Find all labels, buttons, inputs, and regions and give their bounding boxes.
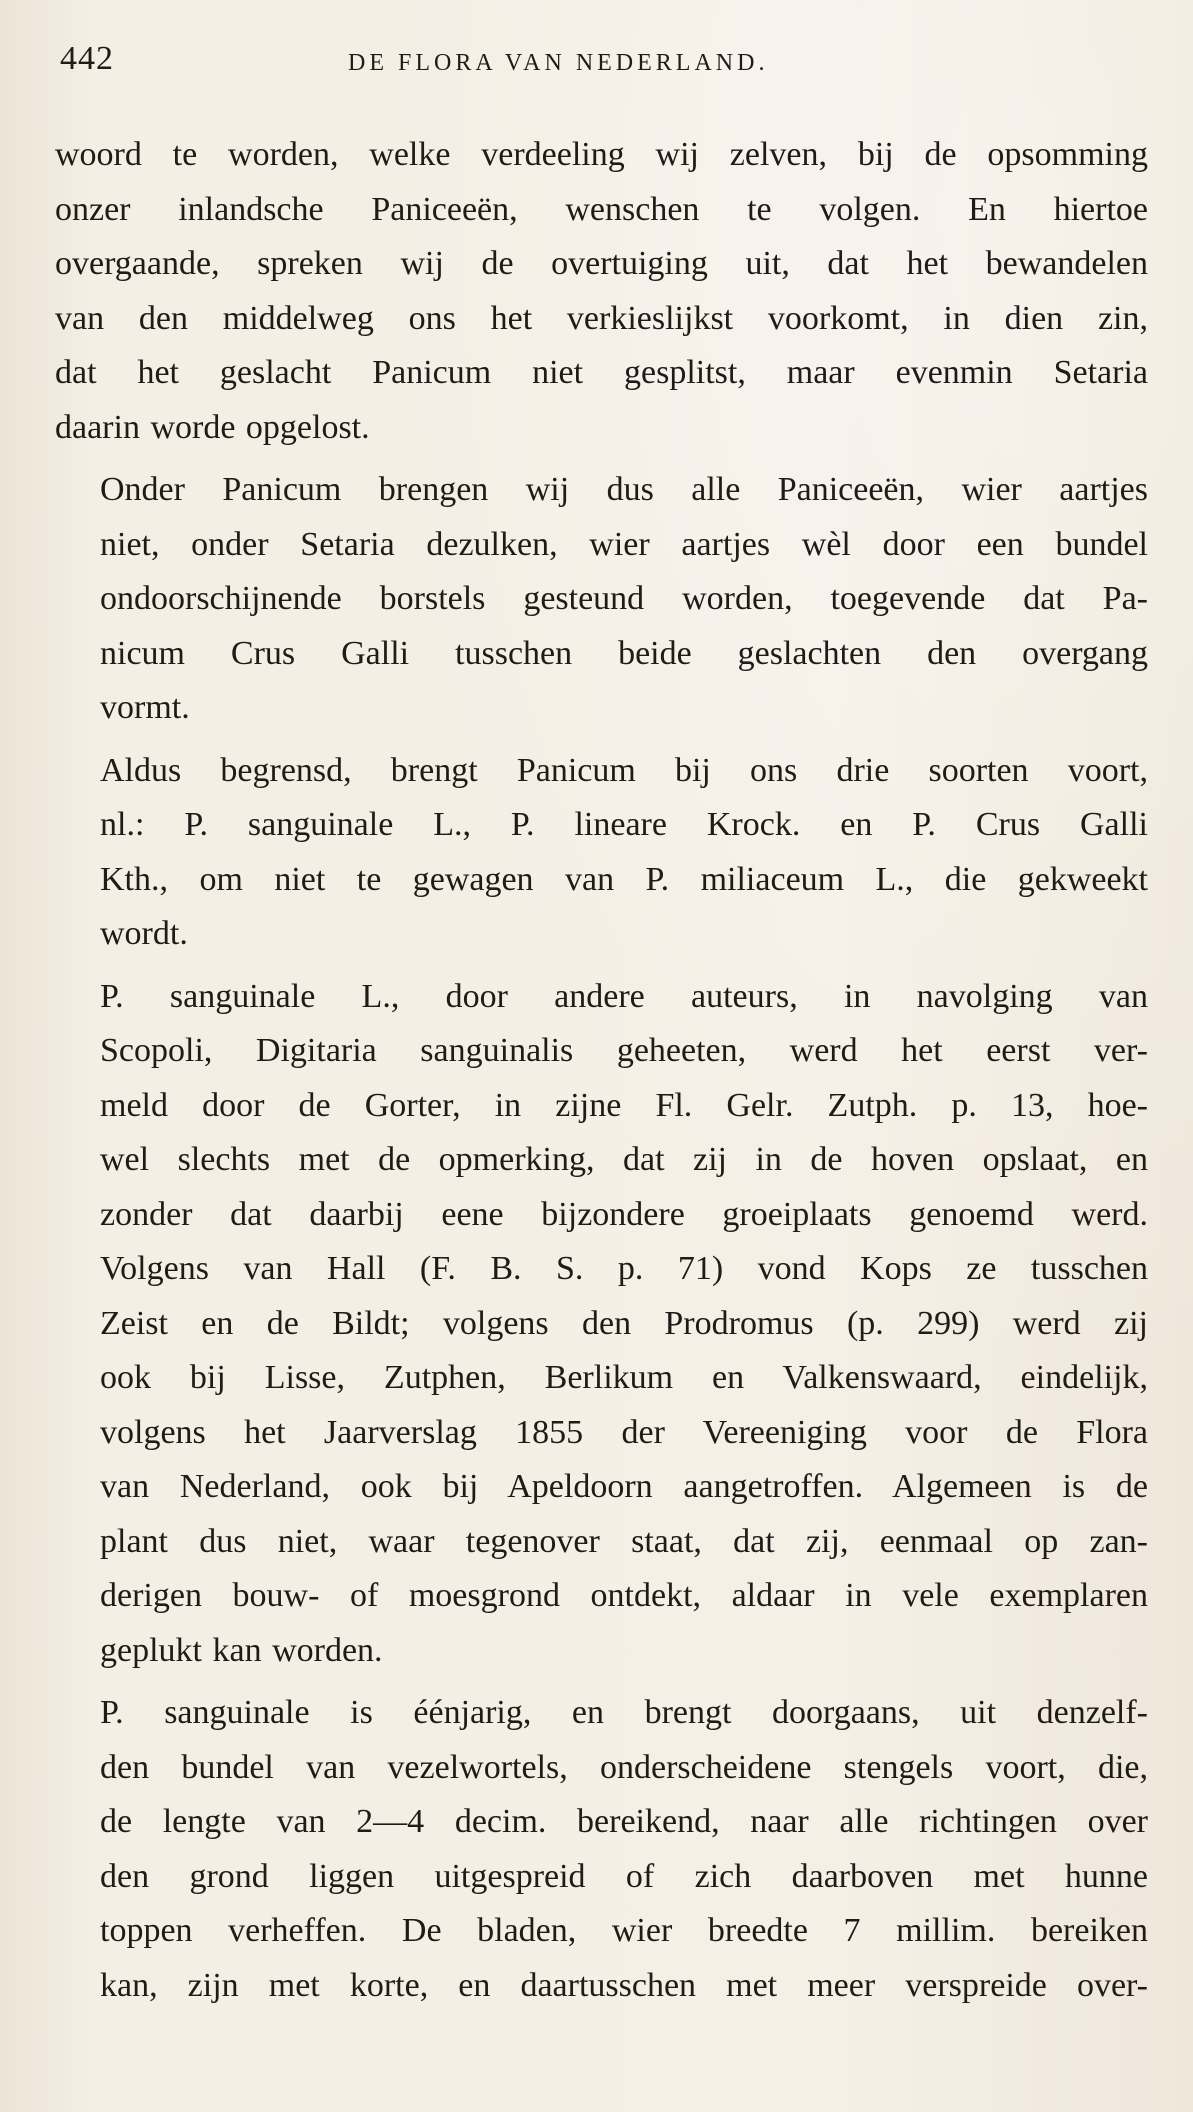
text-line: van den middelweg ons het verkieslijkst voorkomt, in dien zin, bbox=[55, 299, 1148, 337]
text-line: Volgens van Hall (F. B. S. p. 71) vond Kops ze tusschen bbox=[100, 1250, 1148, 1287]
text-line: onzer inlandsche Paniceeën, wenschen te volgen. En hiertoe bbox=[55, 190, 1148, 228]
text-line: Aldus begrensd, brengt Panicum bij ons drie soorten voort, bbox=[100, 751, 1148, 789]
text-line: kan, zijn met korte, en daartusschen met meer verspreide over- bbox=[100, 1966, 1148, 2004]
text-line: meld door de Gorter, in zijne Fl. Gelr. Zutph. p. 13, hoe- bbox=[100, 1086, 1148, 1124]
text-line: daarin worde opgelost. bbox=[55, 408, 370, 446]
text-line: Scopoli, Digitaria sanguinalis geheeten, werd het eerst ver- bbox=[100, 1032, 1148, 1069]
text-line: Kth., om niet te gewagen van P. miliaceum L., die gekweekt bbox=[100, 860, 1148, 898]
text-line: plant dus niet, waar tegenover staat, dat zij, eenmaal op zan- bbox=[100, 1522, 1148, 1560]
text-line: wel slechts met de opmerking, dat zij in de hoven opslaat, en bbox=[100, 1141, 1148, 1178]
text-line: wordt. bbox=[100, 915, 188, 952]
body-text bbox=[55, 128, 1148, 2021]
text-line: volgens het Jaarverslag 1855 der Vereeniging voor de Flora bbox=[100, 1413, 1148, 1451]
paragraph-5 bbox=[55, 1686, 1148, 2013]
text-line: Onder Panicum brengen wij dus alle Paniceeën, wier aartjes bbox=[100, 471, 1148, 508]
text-line: Zeist en de Bildt; volgens den Prodromus (p. 299) werd zij bbox=[100, 1304, 1148, 1342]
paragraph-1 bbox=[55, 128, 1148, 455]
text-line: toppen verheffen. De bladen, wier breedte 7 millim. bereiken bbox=[100, 1912, 1148, 1949]
text-line: dat het geslacht Panicum niet gesplitst, maar evenmin Setaria bbox=[55, 354, 1148, 391]
text-line: P. sanguinale is éénjarig, en brengt doorgaans, uit denzelf- bbox=[100, 1694, 1148, 1731]
text-line: zonder dat daarbij eene bijzondere groeiplaats genoemd werd. bbox=[100, 1195, 1148, 1233]
text-line: van Nederland, ook bij Apeldoorn aangetroffen. Algemeen is de bbox=[100, 1468, 1148, 1505]
text-line: derigen bouw- of moesgrond ontdekt, aldaar in vele exemplaren bbox=[100, 1577, 1148, 1614]
text-line: nl.: P. sanguinale L., P. lineare Krock. en P. Crus Galli bbox=[100, 806, 1148, 843]
paragraph-4 bbox=[55, 970, 1148, 1679]
text-line: woord te worden, welke verdeeling wij zelven, bij de opsomming bbox=[55, 136, 1148, 173]
text-line: nicum Crus Galli tusschen beide geslachten den overgang bbox=[100, 634, 1148, 672]
text-line: den grond liggen uitgespreid of zich daarboven met hunne bbox=[100, 1857, 1148, 1895]
running-title: DE FLORA VAN NEDERLAND. bbox=[348, 50, 769, 76]
text-line: geplukt kan worden. bbox=[100, 1631, 383, 1669]
text-line: P. sanguinale L., door andere auteurs, in navolging van bbox=[100, 977, 1148, 1015]
paragraph-3 bbox=[55, 744, 1148, 962]
paragraph-2 bbox=[55, 463, 1148, 736]
text-line: vormt. bbox=[100, 689, 190, 726]
text-line: niet, onder Setaria dezulken, wier aartjes wèl door een bundel bbox=[100, 525, 1148, 563]
page-header bbox=[60, 40, 1141, 90]
page-number: 442 bbox=[60, 40, 114, 77]
text-line: de lengte van 2—4 decim. bereikend, naar alle richtingen over bbox=[100, 1803, 1148, 1840]
text-line: overgaande, spreken wij de overtuiging uit, dat het bewandelen bbox=[55, 245, 1148, 282]
text-line: ook bij Lisse, Zutphen, Berlikum en Valkenswaard, eindelijk, bbox=[100, 1359, 1148, 1396]
text-line: ondoorschijnende borstels gesteund worden, toegevende dat Pa- bbox=[100, 580, 1148, 617]
text-line: den bundel van vezelwortels, onderscheidene stengels voort, die, bbox=[100, 1748, 1148, 1786]
